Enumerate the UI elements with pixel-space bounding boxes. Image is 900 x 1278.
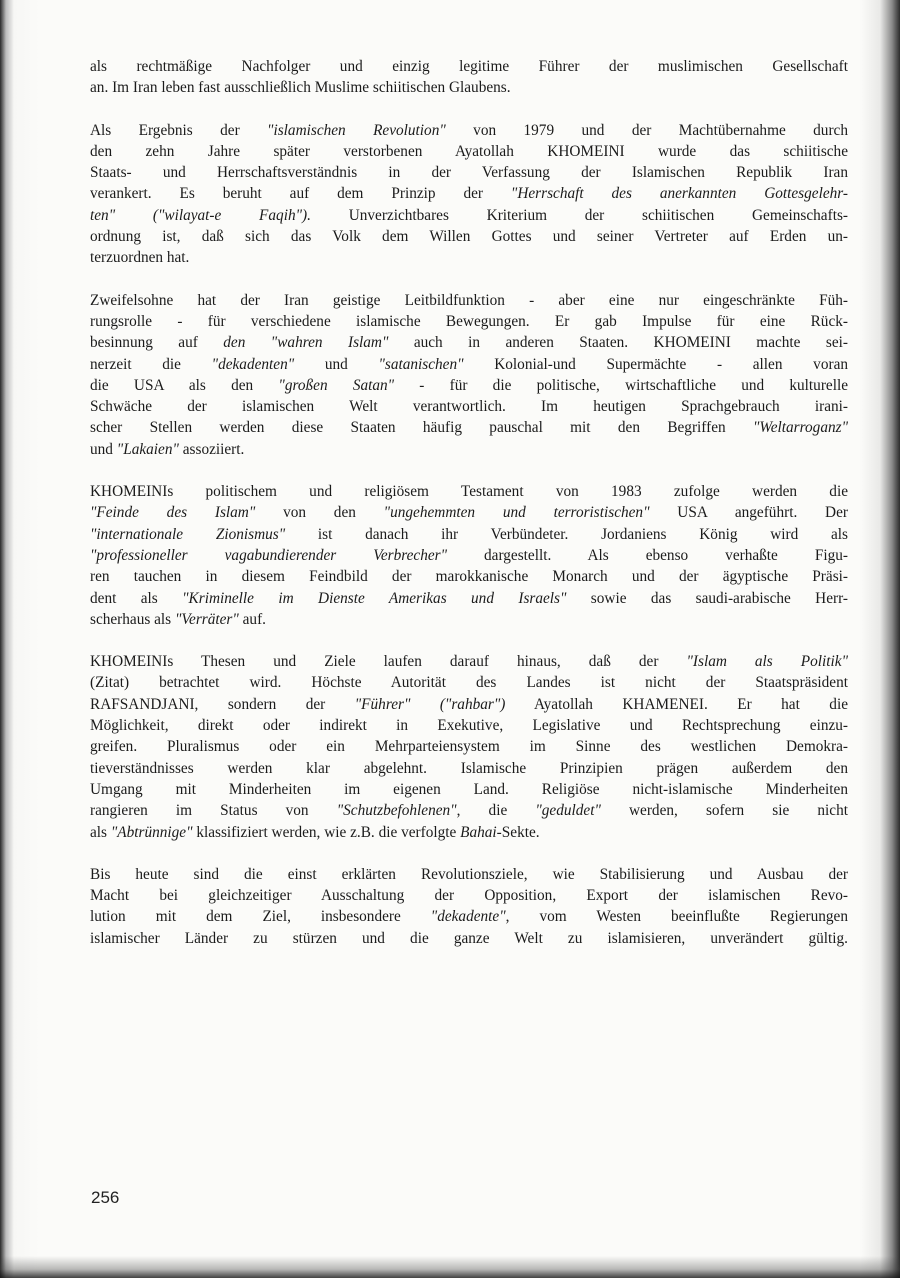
text-run: Staats- und Herrschaftsverständnis in der Verfassung der Islamischen Republik Iran	[90, 164, 848, 182]
text-run: verankert. Es beruht auf dem Prinzip der	[90, 185, 511, 203]
text-line	[90, 332, 848, 353]
italic-quote: "Feinde des Islam"	[90, 504, 256, 522]
text-run: terzuordnen hat.	[90, 249, 190, 267]
text-run: assoziiert.	[178, 440, 245, 458]
text-line	[90, 524, 848, 545]
italic-quote: "Abtrünnige"	[110, 823, 193, 841]
text-run: KHOMEINIs politischem und religiösem Testament von 1983 zufolge werden die	[90, 483, 848, 501]
text-line	[90, 56, 848, 77]
text-run: islamischer Länder zu stürzen und die ganze Welt zu islamisieren, unverändert gültig.	[90, 929, 848, 947]
text-run: Möglichkeit, direkt oder indirekt in Exekutive, Legislative und Rechtsprechung einzu-	[90, 717, 848, 735]
text-line	[90, 141, 848, 162]
text-run: von 1979 und der Machtübernahme durch	[445, 121, 848, 139]
text-line	[90, 588, 848, 609]
text-run: den zehn Jahre später verstorbenen Ayatollah KHOMEINI wurde das schiitische	[90, 142, 848, 160]
text-run: (Zitat) betrachtet wird. Höchste Autorität des Landes ist nicht der Staatspräsident	[90, 674, 848, 692]
text-run: Macht bei gleichzeitiger Ausschaltung der Opposition, Export der islamischen Revo-	[90, 887, 848, 905]
italic-quote: "dekadente"	[430, 908, 506, 926]
paragraph	[90, 481, 848, 630]
text-run: , die	[456, 802, 536, 820]
text-run: scher Stellen werden diese Staaten häufig pauschal mit den Begriffen	[90, 419, 753, 437]
text-line	[90, 502, 848, 523]
text-line	[90, 822, 848, 843]
italic-quote: "islamischen Revolution"	[267, 121, 446, 139]
text-line	[90, 417, 848, 438]
text-line	[90, 77, 848, 98]
text-run: besinnung auf	[90, 334, 224, 352]
text-line	[90, 290, 848, 311]
text-run: auf.	[238, 610, 266, 628]
text-run: sowie das saudi-arabische Herr-	[566, 589, 848, 607]
text-run: als rechtmäßige Nachfolger und einzig legitime Führer der muslimischen Gesellschaft	[90, 58, 848, 75]
text-line	[90, 779, 848, 800]
italic-quote: "Schutzbefohlenen"	[336, 802, 457, 820]
text-line	[90, 758, 848, 779]
text-line	[90, 375, 848, 396]
text-run: rangieren im Status von	[90, 802, 337, 820]
italic-quote: "großen Satan"	[278, 376, 395, 394]
text-run: ordnung ist, daß sich das Volk dem Willen Gottes und seiner Vertreter auf Erden un-	[90, 228, 848, 246]
italic-quote: "satanischen"	[378, 355, 464, 373]
italic-quote: "Verräter"	[174, 610, 239, 628]
text-line	[90, 672, 848, 693]
italic-quote: "professioneller vagabundierender Verbrecher"	[90, 546, 448, 564]
paragraph	[90, 290, 848, 460]
text-line	[90, 885, 848, 906]
text-run: , vom Westen beeinflußte Regierungen	[505, 908, 848, 926]
text-line	[90, 162, 848, 183]
text-run: die USA als den	[90, 376, 279, 394]
text-line	[90, 439, 848, 460]
text-run: Kolonial-und Supermächte - allen voran	[463, 355, 848, 373]
italic-quote: "ungehemmten und terroristischen"	[383, 504, 650, 522]
text-line	[90, 864, 848, 885]
italic-quote: "Lakaien"	[116, 440, 179, 458]
italic-quote: "geduldet"	[535, 802, 601, 820]
text-run: klassifiziert werden, wie z.B. die verfolgte	[192, 823, 461, 841]
text-run: Ayatollah KHAMENEI. Er hat die	[505, 695, 848, 713]
paragraph	[90, 864, 848, 949]
italic-quote: den "wahren Islam"	[223, 334, 389, 352]
text-line	[90, 354, 848, 375]
text-line	[90, 311, 848, 332]
text-run: und	[90, 440, 117, 458]
italic-quote: "Islam als Politik"	[686, 653, 848, 671]
text-run: scherhaus als	[90, 610, 175, 628]
text-line	[90, 906, 848, 927]
text-line	[90, 566, 848, 587]
italic-quote: "dekadenten"	[211, 355, 295, 373]
text-line	[90, 183, 848, 204]
text-run: werden, sofern sie nicht	[600, 802, 848, 820]
text-line	[90, 715, 848, 736]
italic-quote: Bahai	[460, 823, 497, 841]
italic-quote: "internationale Zionismus"	[90, 525, 286, 543]
page-edge-shadow	[0, 1256, 900, 1278]
text-run: dargestellt. Als ebenso verhaßte Figu-	[447, 546, 848, 564]
text-run: von den	[255, 504, 384, 522]
text-run: an. Im Iran leben fast ausschließlich Muslime schiitischen Glaubens.	[90, 79, 511, 97]
text-run: rungsrolle - für verschiedene islamische Bewegungen. Er gab Impulse für eine Rück-	[90, 312, 848, 330]
text-line	[90, 651, 848, 672]
text-run: Als Ergebnis der	[90, 121, 268, 139]
text-line	[90, 120, 848, 141]
italic-quote: "Kriminelle im Dienste Amerikas und Israels"	[182, 589, 567, 607]
text-run: lution mit dem Ziel, insbesondere	[90, 908, 431, 926]
text-line	[90, 545, 848, 566]
paragraph	[90, 56, 848, 99]
italic-quote: "Führer" ("rahbar")	[354, 695, 506, 713]
text-run: ren tauchen in diesem Feindbild der marokkanische Monarch und der ägyptische Präsi-	[90, 568, 848, 586]
text-line	[90, 800, 848, 821]
text-run: Schwäche der islamischen Welt verantwortlich. Im heutigen Sprachgebrauch irani-	[90, 398, 848, 416]
text-line	[90, 247, 848, 268]
text-line	[90, 226, 848, 247]
text-run: greifen. Pluralismus oder ein Mehrparteiensystem im Sinne des westlichen Demokra-	[90, 738, 848, 756]
body-text	[90, 56, 848, 970]
text-run: nerzeit die	[90, 355, 212, 373]
text-line	[90, 694, 848, 715]
text-run: dent als	[90, 589, 183, 607]
text-run: Bis heute sind die einst erklärten Revolutionsziele, wie Stabilisierung und Ausbau der	[90, 865, 848, 883]
page-number: 256	[91, 1188, 120, 1207]
text-line	[90, 609, 848, 630]
text-run: und	[294, 355, 379, 373]
text-line	[90, 205, 848, 226]
text-run: Zweifelsohne hat der Iran geistige Leitbildfunktion - aber eine nur eingeschränkte Füh-	[90, 291, 848, 309]
text-run: KHOMEINIs Thesen und Ziele laufen darauf hinaus, daß der	[90, 653, 687, 671]
text-line	[90, 736, 848, 757]
paragraph	[90, 120, 848, 269]
paragraph	[90, 651, 848, 843]
italic-quote: "Weltarroganz"	[752, 419, 848, 437]
text-run: Umgang mit Minderheiten im eigenen Land. Religiöse nicht-islamische Minderheiten	[90, 780, 848, 798]
italic-quote: "Herrschaft des anerkannten Gottesgelehr-	[510, 185, 848, 203]
text-line	[90, 481, 848, 502]
text-run: tieverständnisses werden klar abgelehnt. Islamische Prinzipien prägen außerdem den	[90, 759, 848, 777]
text-line	[90, 928, 848, 949]
text-run: ist danach ihr Verbündeter. Jordaniens König wird als	[285, 525, 848, 543]
text-run: RAFSANDJANI, sondern der	[90, 695, 355, 713]
text-run: -Sekte.	[496, 823, 540, 841]
italic-quote: ten" ("wilayat-e Faqih").	[90, 206, 311, 224]
text-run: - für die politische, wirtschaftliche und kulturelle	[394, 376, 848, 394]
text-line	[90, 396, 848, 417]
text-run: USA angeführt. Der	[649, 504, 848, 522]
text-run: als	[90, 823, 111, 841]
text-run: auch in anderen Staaten. KHOMEINI machte sei-	[388, 334, 848, 352]
text-run: Unverzichtbares Kriterium der schiitischen Gemeinschafts-	[310, 206, 848, 224]
